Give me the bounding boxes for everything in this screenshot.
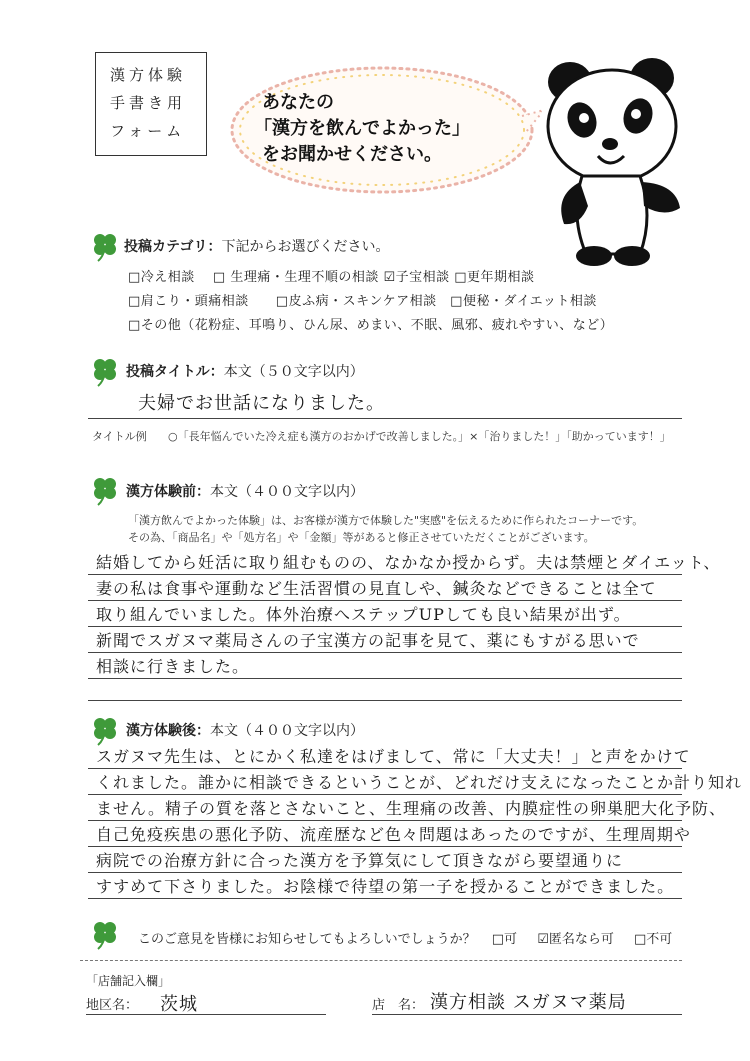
clover-icon [92,920,118,950]
form-type-box [95,52,207,156]
after-rule-5 [88,872,682,873]
clover-icon [92,476,118,506]
category-row-3[interactable]: □その他（花粉症、耳鳴り、ひん尿、めまい、不眠、風邪、疲れやすい、など） [128,318,614,333]
bubble-line-3: をお聞かせください。 [262,144,442,165]
bubble-line-1: あなたの [262,92,334,113]
category-subtitle: 下記からお選びください。 [221,239,390,255]
title-example-label: タイトル例 [92,430,147,443]
store-separator [80,960,682,961]
before-rule-1 [88,574,682,575]
consent-question: このご意見を皆様にお知らせしてもよろしいでしょうか？ [138,932,476,947]
form-box-line-2: 手書き用 [110,94,187,112]
before-note-1: 「漢方飲んでよかった体験」は、お客様が漢方で体験した"実感"を伝えるために作られたコーナーです。 [128,514,644,527]
after-subtitle: 本文（４００文字以内） [210,723,364,739]
consent-option-anonymous[interactable]: ☑匿名なら可 [537,932,614,947]
after-line-4[interactable]: 自己免疫疾患の悪化予防、流産歴など色々問題はあったのですが、生理周期や [96,825,691,844]
consent-option-allow[interactable]: □可 [491,932,518,947]
after-rule-3 [88,820,682,821]
store-value[interactable]: 漢方相談 スガヌマ薬局 [430,992,627,1013]
category-heading [124,236,389,256]
category-row-1[interactable]: □冷え相談 □ 生理痛・生理不順の相談 ☑子宝相談 □更年期相談 [128,270,535,285]
store-heading: 「店舗記入欄」 [86,974,171,988]
clover-icon [92,232,118,262]
consent-question-row [138,928,672,947]
clover-icon [92,716,118,746]
region-label: 地区名： [86,998,139,1013]
after-line-6[interactable]: すすめて下さりました。お陰様で待望の第一子を授かることができました。 [96,877,675,896]
after-heading [126,720,364,740]
before-rule-4 [88,652,682,653]
before-subtitle: 本文（４００文字以内） [210,484,364,500]
post-title-heading [126,361,364,381]
post-title-subtitle: 本文（５０文字以内） [223,364,364,380]
form-box-line-3: フォーム [110,122,186,140]
form-box-line-1: 漢方体験 [110,66,187,84]
bubble-line-2: 「漢方を飲んでよかった」 [254,118,470,139]
before-line-4[interactable]: 新聞でスガヌマ薬局さんの子宝漢方の記事を見て、薬にもすがる思いで [96,631,640,650]
after-line-3[interactable]: ません。精子の質を落とさないこと、生理痛の改善、内膜症性の卵巣肥大化予防、 [96,799,726,818]
region-value[interactable]: 茨城 [160,994,198,1015]
before-title: 漢方体験前： [126,484,210,500]
before-line-5[interactable]: 相談に行きました。 [96,657,250,676]
post-title-label: 投稿タイトル： [126,364,224,380]
after-line-2[interactable]: くれました。誰かに相談できるということが、どれだけ支えになったことか計り知れ [96,773,743,792]
before-line-1[interactable]: 結婚してから妊活に取り組むものの、なかなか授からず。夫は禁煙とダイエット、 [96,553,721,572]
title-example-text: ○「長年悩んでいた冷え症も漢方のおかげで改善しました。」×「治りました！」「助かっています！」 [168,430,671,443]
before-line-2[interactable]: 妻の私は食事や運動など生活習慣の見直しや、鍼灸などできることは全て [96,579,657,598]
before-rule-3 [88,626,682,627]
bubble-text [254,90,532,168]
region-underline [86,1014,326,1015]
before-heading [126,481,364,501]
before-rule-6 [88,700,682,701]
title-underline [88,418,682,419]
after-rule-6 [88,898,682,899]
after-rule-1 [88,768,682,769]
after-line-1[interactable]: スガヌマ先生は、とにかく私達をはげまして、常に「大丈夫！」と声をかけて [96,747,691,766]
clover-icon [92,357,118,387]
store-underline [372,1014,682,1015]
panda-illustration [540,56,702,268]
after-rule-4 [88,846,682,847]
category-row-2[interactable]: □肩こり・頭痛相談 □皮ふ病・スキンケア相談 □便秘・ダイエット相談 [128,294,597,309]
after-rule-2 [88,794,682,795]
before-note-2: その為、「商品名」や「処方名」や「金額」等があると修正させていただくことがございます。 [128,531,595,544]
store-label: 店 名： [372,998,425,1013]
category-title: 投稿カテゴリ： [124,239,222,255]
post-title-handwritten[interactable]: 夫婦でお世話になりました。 [138,393,385,414]
before-line-3[interactable]: 取り組んでいました。体外治療へステップUPしても良い結果が出ず。 [96,605,631,624]
consent-option-deny[interactable]: □不可 [634,932,673,947]
before-rule-5 [88,678,682,679]
after-title: 漢方体験後： [126,723,210,739]
after-line-5[interactable]: 病院での治療方針に合った漢方を予算気にして頂きながら要望通りに [96,851,624,870]
before-rule-2 [88,600,682,601]
